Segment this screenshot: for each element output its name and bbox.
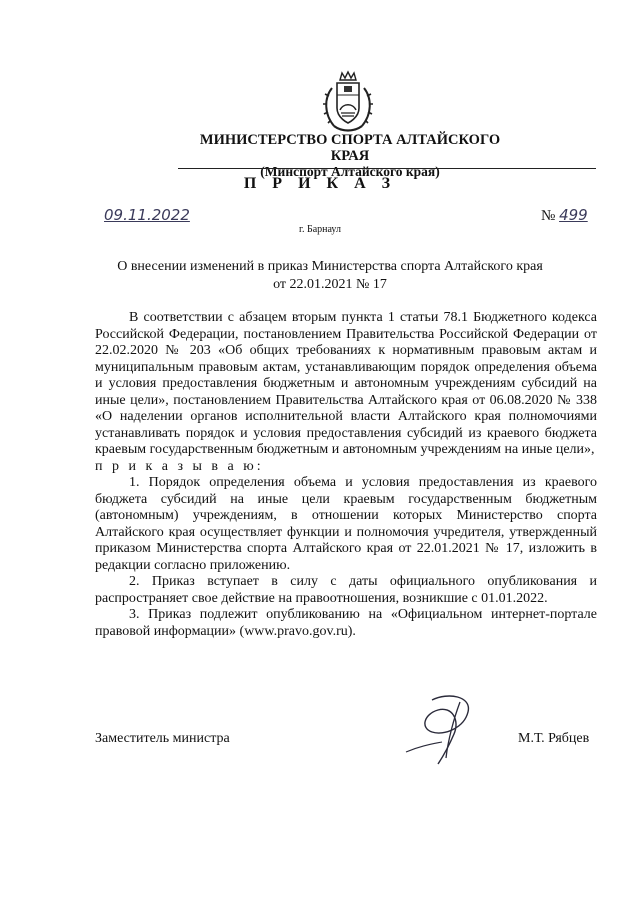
order-body [95,310,597,640]
coat-of-arms-icon [318,70,378,136]
order-item-3: 3. Приказ подлежит опубликованию на «Официальном интернет-портале правовой информации» (www.pravo.gov.ru). [95,607,597,639]
order-date: 09.11.2022 [104,206,190,224]
ministry-short-name: (Минспорт Алтайского края) [260,164,440,179]
ministry-full-name: МИНИСТЕРСТВО СПОРТА АЛТАЙСКОГО КРАЯ [199,132,501,164]
order-item-1: 1. Порядок определения объема и условия предоставления из краевого бюджета субсидий на иные цели краевым государственным бюджетным (автономным) учреждениям, в отношении которых Министерство спорта Алтайского края осуществляет функции и полномочия учредителя, утвержденный приказом Министерства спорта Алтайского края от 22.01.2021 № 17, изложить в редакции согласно приложению. [95,475,597,573]
handwritten-signature-icon [402,692,494,766]
number-sign: № [541,208,556,224]
signer-position: Заместитель министра [95,731,230,746]
order-item-2: 2. Приказ вступает в силу с даты официального опубликования и распространяет свое действие на правоотношения, возникшие с 01.01.2022. [95,574,597,606]
order-word: п р и к а з ы в а ю: [95,458,264,474]
ministry-name [180,132,520,180]
preamble-paragraph: В соответствии с абзацем вторым пункта 1 статьи 78.1 Бюджетного кодекса Российской Федерации, постановлением Правительства Российской Федерации от 22.02.2020 № 203 «Об общих требованиях к нормативным правовым актам и муниципальным правовым актам, устанавливающим порядок определения объема и условия предоставления бюджетным и автономным учреждениям субсидий на иные цели», постановлением Правительства Алтайского края от 06.08.2020 № 338 «О наделении органов исполнительной власти Алтайского края полномочиями устанавливать порядок и условия предоставления субсидий из краевого бюджета краевым государственным бюджетным и автономным учреждениям на иные цели», [95,310,597,457]
order-city: г. Барнаул [299,224,341,235]
subject-line-1: О внесении изменений в приказ Министерства спорта Алтайского края [117,259,543,274]
header-divider [178,168,596,169]
document-type-title: П Р И К А З [243,175,397,192]
signer-name: М.Т. Рябцев [518,731,590,746]
subject-line-2: от 22.01.2021 № 17 [273,277,387,292]
order-subject [100,258,560,294]
order-number-field [541,206,588,225]
order-number: 499 [559,206,588,224]
